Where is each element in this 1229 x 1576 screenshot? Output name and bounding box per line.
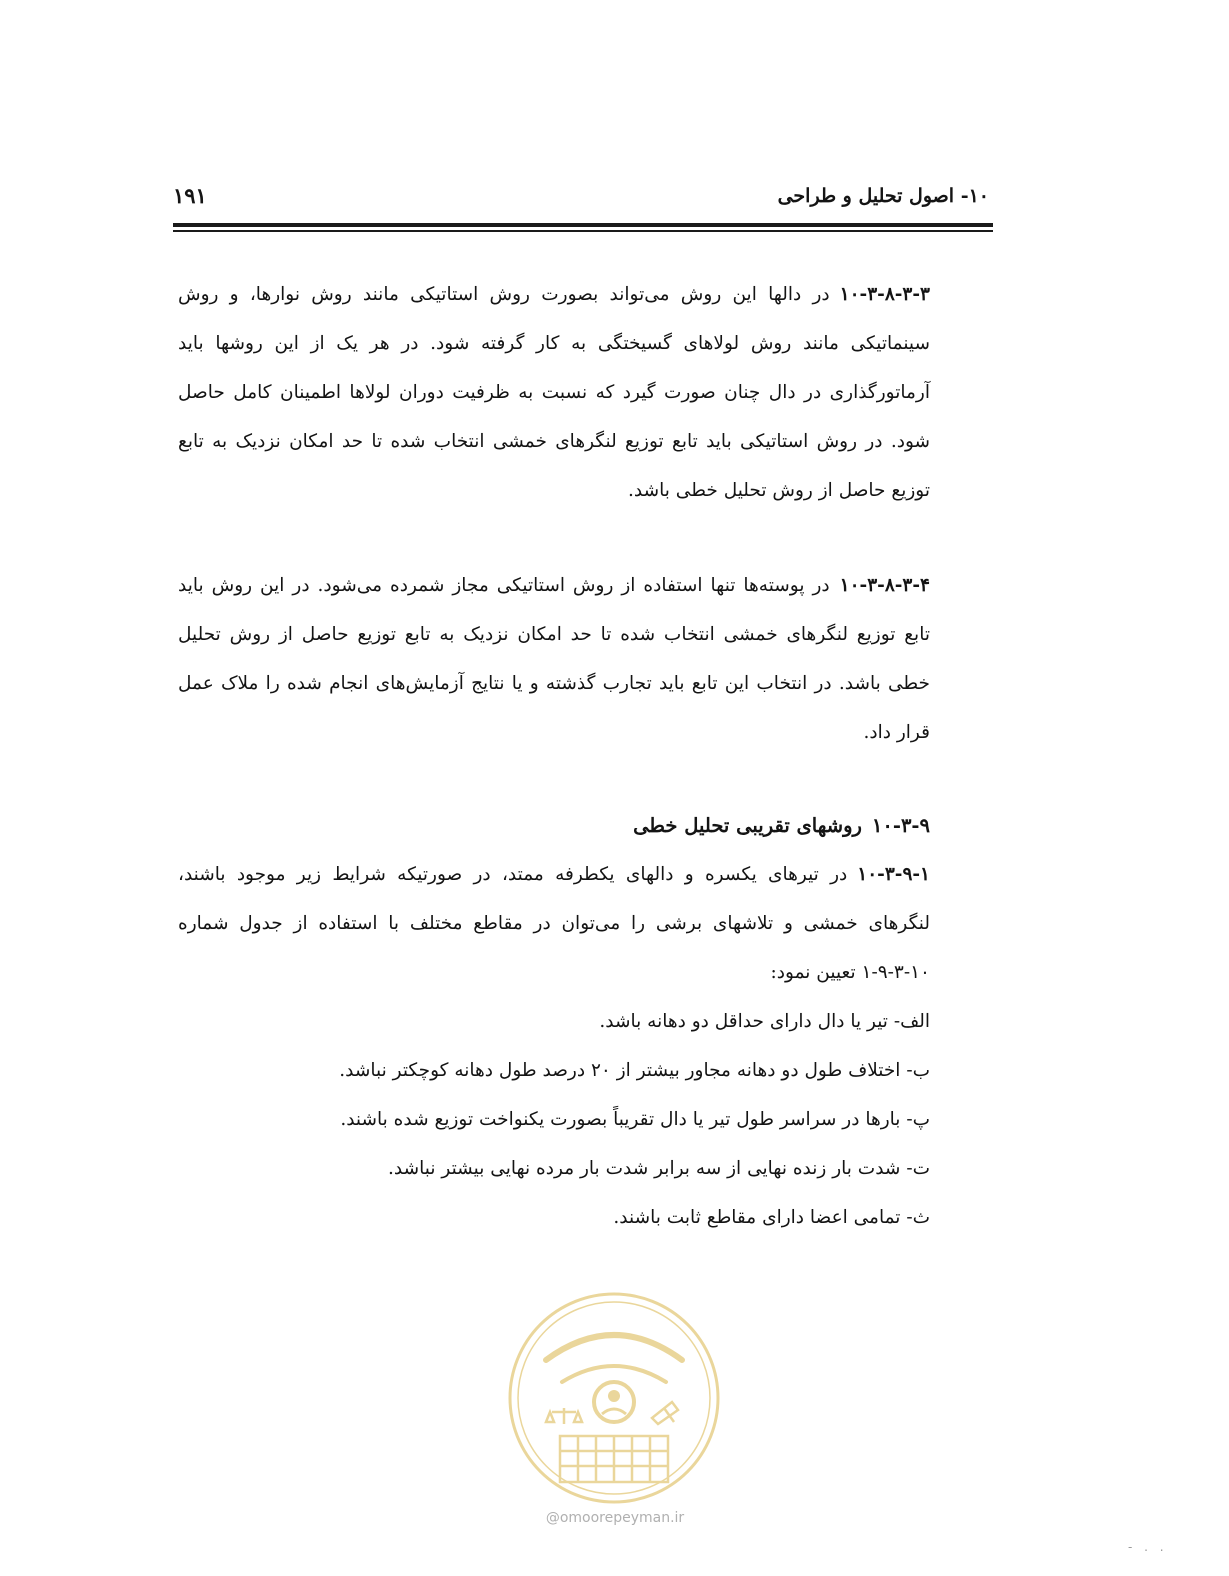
header-rule-thick xyxy=(173,223,993,227)
paragraph-10-3-8-3-3 xyxy=(178,270,930,515)
paragraph-number: ۱۰-۳-۸-۳-۴ xyxy=(839,575,930,596)
header-rule-thin xyxy=(173,230,993,232)
seal-stamp-icon xyxy=(506,1290,722,1506)
section-heading xyxy=(178,801,930,850)
page-header xyxy=(173,182,989,214)
paragraph-text: در دالها این روش می‌تواند بصورت روش استاتیکی مانند روش نوارها، و روش سینماتیکی مانند روش لولاهای گسیختگی به کار گرفته شود. در هر یک از این روشها باید آرماتورگذاری در دال چنان صورت گیرد که نسبت به ظرفیت دوران لولاها اطمینان کامل حاصل شود. در روش استاتیکی باید تابع توزیع لنگرهای خمشی انتخاب شده تا حد امکان نزدیک به تابع توزیع حاصل از روش تحلیل خطی باشد. xyxy=(178,284,930,501)
paragraph-text: در تیرهای یکسره و دالهای یکطرفه ممتد، در صورتیکه شرایط زیر موجود باشند، لنگرهای خمشی و تلاشهای برشی را می‌توان در مقاطع مختلف با استفاده از جدول شماره ۱۰-۳-۹-۱ تعیین نمود: xyxy=(178,864,930,983)
corner-marks: - . . xyxy=(1128,1540,1168,1554)
section-title: روشهای تقریبی تحلیل خطی xyxy=(633,814,862,837)
paragraph-text: در پوسته‌ها تنها استفاده از روش استاتیکی مجاز شمرده می‌شود. در این روش باید تابع توزیع لنگرهای خمشی انتخاب شده تا حد امکان نزدیک به تابع توزیع حاصل از روش تحلیل خطی باشد. در انتخاب این تابع باید تجارب گذشته و یا نتایج آزمایش‌های انجام شده را ملاک عمل قرار داد. xyxy=(178,575,930,743)
condition-item: ب- اختلاف طول دو دهانه مجاور بیشتر از ۲۰ درصد طول دهانه کوچکتر نباشد. xyxy=(339,1060,930,1081)
paragraph-number: ۱۰-۳-۹-۱ xyxy=(857,864,930,885)
page-number: ۱۹۱ xyxy=(173,183,207,208)
paragraph-number: ۱۰-۳-۸-۳-۳ xyxy=(839,284,930,305)
page-body xyxy=(178,270,930,1242)
condition-item: الف- تیر یا دال دارای حداقل دو دهانه باشد. xyxy=(599,1011,930,1032)
condition-item: پ- بارها در سراسر طول تیر یا دال تقریباً بصورت یکنواخت توزیع شده باشند. xyxy=(340,1109,930,1130)
paragraph-10-3-8-3-4 xyxy=(178,561,930,757)
section-number: ۱۰-۳-۹ xyxy=(871,814,930,837)
chapter-title: ۱۰- اصول تحلیل و طراحی xyxy=(777,185,989,207)
condition-item: ث- تمامی اعضا دارای مقاطع ثابت باشند. xyxy=(613,1207,930,1228)
watermark: @omoorepeyman.ir xyxy=(545,1510,685,1526)
paragraph-10-3-9-1 xyxy=(178,850,930,997)
condition-item: ت- شدت بار زنده نهایی از سه برابر شدت بار مرده نهایی بیشتر نباشد. xyxy=(388,1158,930,1179)
